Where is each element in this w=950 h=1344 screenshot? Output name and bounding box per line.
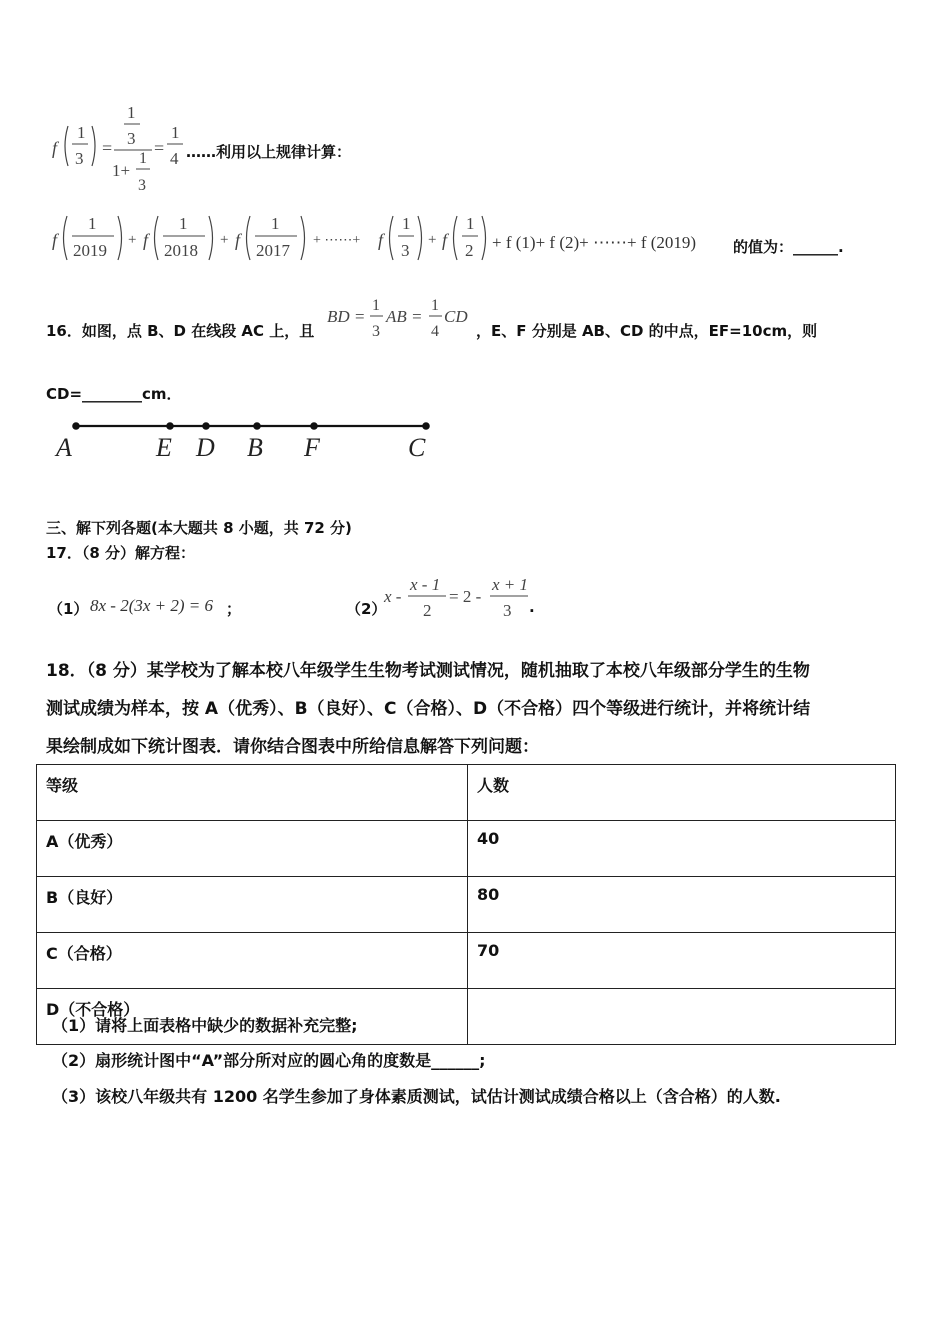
segment-diagram-svg bbox=[50, 412, 450, 472]
q17-p2-formula-svg bbox=[382, 570, 542, 626]
point-d bbox=[202, 422, 210, 430]
f-symbol: f bbox=[52, 138, 58, 158]
svg-text:1: 1 bbox=[402, 214, 411, 233]
svg-text:2018: 2018 bbox=[164, 241, 198, 260]
table-header-row bbox=[37, 765, 896, 821]
q18-line3: 果绘制成如下统计图表．请你结合图表中所给信息解答下列问题： bbox=[46, 737, 539, 757]
header-count: 人数 bbox=[468, 765, 896, 821]
cell-count: 40 bbox=[468, 821, 896, 877]
cell-count: 80 bbox=[468, 877, 896, 933]
q15-line2-tail: + f (1)+ f (2)+ ⋯⋯+ f (2019) bbox=[492, 233, 697, 252]
q18-sub1: （1）请将上面表格中缺少的数据补充完整; bbox=[52, 1016, 358, 1035]
cell-grade: A（优秀） bbox=[37, 821, 468, 877]
svg-text:2: 2 bbox=[423, 601, 432, 620]
svg-text:f: f bbox=[442, 230, 448, 250]
section3-heading: 三、解下列各题(本大题共 8 小题，共 72 分) bbox=[46, 519, 352, 537]
q16-suffix: ，E、F 分别是 AB、CD 的中点，EF=10cm，则 bbox=[476, 322, 818, 340]
svg-text:x - 1: x - 1 bbox=[410, 575, 441, 594]
q16-prefix: 16．如图，点 B、D 在线段 AC 上，且 bbox=[46, 322, 315, 340]
q18-sub2: （2）扇形统计图中“A”部分所对应的圆心角的度数是______; bbox=[52, 1051, 486, 1070]
svg-text:1: 1 bbox=[431, 297, 439, 314]
svg-text:1: 1 bbox=[88, 214, 97, 233]
svg-text:2017: 2017 bbox=[256, 241, 290, 260]
svg-text:BD =: BD = bbox=[327, 307, 366, 326]
svg-text:= 2 -: = 2 - bbox=[449, 587, 482, 606]
grade-table bbox=[36, 764, 896, 1045]
q15-line2-text: 的值为：______. bbox=[733, 238, 844, 256]
plus-2: + bbox=[220, 232, 229, 248]
q18-sub3: （3）该校八年级共有 1200 名学生参加了身体素质测试，试估计测试成绩合格以上（含合格）的人数. bbox=[52, 1087, 781, 1106]
term-2019 bbox=[52, 214, 122, 260]
label-f: F bbox=[304, 433, 320, 462]
big-den-num: 1 bbox=[139, 150, 147, 167]
segment-diagram bbox=[50, 412, 450, 472]
svg-text:x + 1: x + 1 bbox=[492, 575, 529, 594]
dots-plus: + ⋯⋯+ bbox=[313, 233, 361, 248]
q15-formula-line2-svg bbox=[48, 208, 568, 268]
label-e: E bbox=[156, 433, 172, 462]
q17-p1-label: （1） bbox=[48, 600, 89, 618]
label-c: C bbox=[408, 433, 426, 462]
point-b bbox=[253, 422, 261, 430]
q17-p2-end: . bbox=[529, 598, 535, 616]
svg-text:3: 3 bbox=[503, 601, 512, 620]
svg-text:1: 1 bbox=[271, 214, 280, 233]
q15-formula-line2 bbox=[48, 208, 568, 268]
big-den-den: 3 bbox=[138, 177, 146, 194]
table-row bbox=[37, 877, 896, 933]
cell-count: 70 bbox=[468, 933, 896, 989]
q17-p2-formula bbox=[382, 570, 542, 626]
plus-1: + bbox=[128, 232, 137, 248]
svg-text:f: f bbox=[143, 230, 149, 250]
cell-grade: B（良好） bbox=[37, 877, 468, 933]
cell-grade: D（不合格） bbox=[37, 989, 468, 1045]
q18-line1: 18．（8 分）某学校为了解本校八年级学生生物考试测试情况，随机抽取了本校八年级部分学生的生物 bbox=[46, 661, 810, 681]
cell-count bbox=[468, 989, 896, 1045]
table-row bbox=[37, 933, 896, 989]
label-a: A bbox=[56, 433, 72, 462]
svg-text:f: f bbox=[235, 230, 241, 250]
svg-text:1: 1 bbox=[466, 214, 475, 233]
svg-text:CD: CD bbox=[444, 307, 468, 326]
q17-p1-end: ； bbox=[226, 600, 242, 618]
svg-text:x -: x - bbox=[384, 587, 402, 606]
arg-den: 3 bbox=[75, 149, 84, 168]
label-d: D bbox=[196, 433, 215, 462]
q16-formula bbox=[325, 290, 475, 346]
term-2018 bbox=[143, 214, 213, 260]
svg-text:f: f bbox=[378, 230, 384, 250]
svg-text:4: 4 bbox=[431, 323, 439, 340]
point-e bbox=[166, 422, 174, 430]
eq-sign: = bbox=[102, 138, 113, 158]
term-2 bbox=[442, 214, 486, 260]
svg-text:1: 1 bbox=[179, 214, 188, 233]
q15-line1-text: ……利用以上规律计算： bbox=[186, 143, 352, 161]
svg-text:3: 3 bbox=[401, 241, 410, 260]
arg-num: 1 bbox=[77, 123, 86, 142]
svg-text:2019: 2019 bbox=[73, 241, 107, 260]
svg-text:2: 2 bbox=[465, 241, 474, 260]
term-2017 bbox=[235, 214, 305, 260]
point-c bbox=[422, 422, 430, 430]
point-a bbox=[72, 422, 80, 430]
q17-title: 17．（8 分）解方程： bbox=[46, 544, 196, 562]
eq-sign-2: = bbox=[154, 138, 165, 158]
svg-text:3: 3 bbox=[372, 323, 380, 340]
q16-formula-svg bbox=[325, 290, 475, 346]
big-num: 1 bbox=[127, 103, 136, 122]
table-row bbox=[37, 821, 896, 877]
point-f bbox=[310, 422, 318, 430]
svg-text:AB =: AB = bbox=[386, 307, 423, 326]
result-den: 4 bbox=[170, 149, 179, 168]
label-b: B bbox=[247, 433, 263, 462]
cell-grade: C（合格） bbox=[37, 933, 468, 989]
big-den-lead: 1+ bbox=[112, 161, 131, 180]
term-3 bbox=[378, 214, 422, 260]
q18-line2: 测试成绩为样本，按 A（优秀）、B（良好）、C（合格）、D（不合格）四个等级进行统计，并将统计结 bbox=[46, 699, 811, 719]
svg-text:1: 1 bbox=[372, 297, 380, 314]
svg-text:f: f bbox=[52, 230, 58, 250]
q16-answer-line: CD=________cm． bbox=[46, 385, 182, 403]
header-grade: 等级 bbox=[37, 765, 468, 821]
result-num: 1 bbox=[171, 123, 180, 142]
plus-3: + bbox=[428, 232, 437, 248]
q17-p1-eq: 8x - 2(3x + 2) = 6 bbox=[90, 596, 214, 615]
big-num-den: 3 bbox=[127, 129, 136, 148]
q17-p2-label: （2） bbox=[346, 600, 387, 618]
